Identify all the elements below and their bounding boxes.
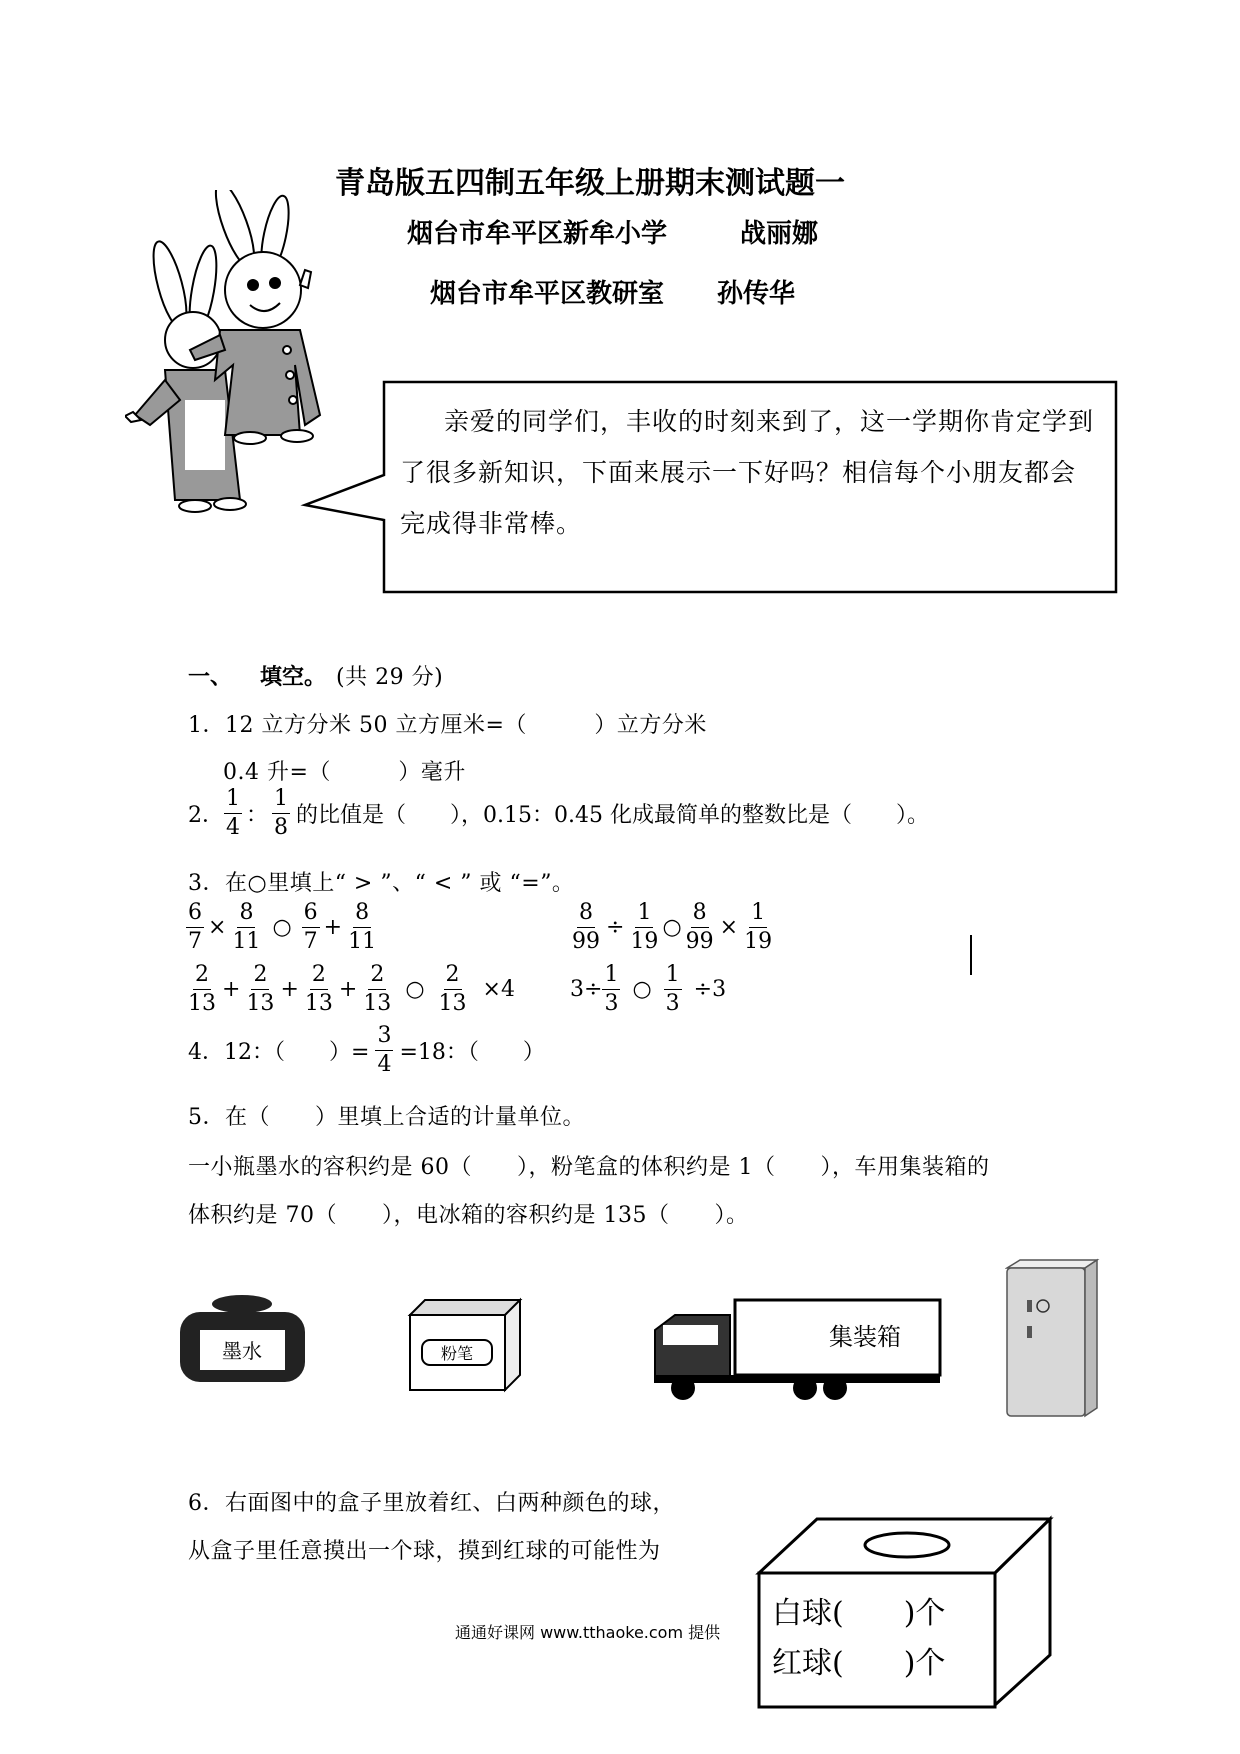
q2-row: 2． $\frac{1}{4}$ ： $\frac{1}{8}$ 的比值是（ ），0.15：0.45 化成最简单的整数比是（ ）。 xyxy=(188,786,929,840)
compare-circle[interactable]: ○ xyxy=(632,977,652,1002)
footer-text: 通通好课网 www.tthaoke.com 提供 xyxy=(455,1623,721,1642)
q2-text: 的比值是（ ），0.15：0.45 化成最简单的整数比是（ ）。 xyxy=(296,803,929,828)
author2-school: 烟台市牟平区教研室 xyxy=(430,279,665,309)
fraction: $\frac{1}{8}$ xyxy=(274,786,289,840)
q1-line2: 0.4 升=（ ）毫升 xyxy=(223,760,466,785)
container-truck-illustration xyxy=(645,1290,945,1405)
fraction: $\frac{1}{4}$ xyxy=(226,786,240,840)
compare-circle[interactable]: ○ xyxy=(405,977,425,1002)
q3-expr-d: 3÷ $\frac{1}{3}$ ○ $\frac{1}{3}$ ÷3 xyxy=(570,962,727,1016)
q6-line1: 6．右面图中的盒子里放着红、白两种颜色的球， xyxy=(188,1491,675,1516)
section-title: 填空。 xyxy=(260,665,327,690)
refrigerator-illustration xyxy=(1005,1258,1100,1418)
svg-text:墨水: 墨水 xyxy=(222,1339,262,1363)
q3-expr-a: $\frac{6}{7}$ × $\frac{8}{11}$ ○ $\frac{6}{7}$ + $\frac{8}{11}$ xyxy=(188,900,377,954)
author1-name: 战丽娜 xyxy=(740,219,819,249)
q2-number: 2． xyxy=(188,803,224,828)
q6-line2: 从盒子里任意摸出一个球，摸到红球的可能性为 xyxy=(188,1539,661,1564)
box-red-balls: 红球( )个 xyxy=(772,1646,946,1681)
q4-row: 4．12：（ ）= $\frac{3}{4}$ =18：（ ） xyxy=(188,1023,545,1077)
intro-text: 亲爱的同学们，丰收的时刻来到了，这一学期你肯定学到了很多新知识，下面来展示一下好吗？相信每个小朋友都会完成得非常棒。 xyxy=(400,407,1095,538)
q1-line1: 1．12 立方分米 50 立方厘米=（ ）立方分米 xyxy=(188,713,707,738)
q3-expr-c: $\frac{2}{13}$ + $\frac{2}{13}$ + $\frac{2}{13}$ + $\frac{2}{13}$ ○ $\frac{2}{13}$ ×4 xyxy=(188,962,515,1016)
svg-text:集装箱: 集装箱 xyxy=(829,1323,901,1351)
q5-line1: 一小瓶墨水的容积约是 60（ ），粉笔盒的体积约是 1（ ），车用集装箱的 xyxy=(188,1155,990,1180)
compare-circle[interactable]: ○ xyxy=(662,915,682,940)
section-points: (共 29 分) xyxy=(336,665,444,690)
q5-line2: 体积约是 70（ ），电冰箱的容积约是 135（ ）。 xyxy=(188,1203,749,1228)
author2-name: 孙传华 xyxy=(717,279,796,309)
cursor-mark xyxy=(970,935,972,975)
q5-prompt: 5．在（ ）里填上合适的计量单位。 xyxy=(188,1105,585,1130)
chalk-box-illustration xyxy=(400,1295,525,1395)
section-number: 一、 xyxy=(188,665,233,690)
author1-school: 烟台市牟平区新牟小学 xyxy=(407,219,668,249)
svg-text:粉笔: 粉笔 xyxy=(440,1344,474,1363)
ink-bottle-illustration xyxy=(175,1290,310,1390)
compare-circle[interactable]: ○ xyxy=(272,915,292,940)
q3-prompt: 3．在○里填上“ > ”、“ < ” 或 “=”。 xyxy=(188,871,575,896)
box-white-balls: 白球( )个 xyxy=(772,1596,946,1631)
page-title: 青岛版五四制五年级上册期末测试题一 xyxy=(335,166,845,201)
q3-expr-b: $\frac{8}{99}$ ÷ $\frac{1}{19}$ ○ $\frac{8}{99}$ × $\frac{1}{19}$ xyxy=(572,900,773,954)
